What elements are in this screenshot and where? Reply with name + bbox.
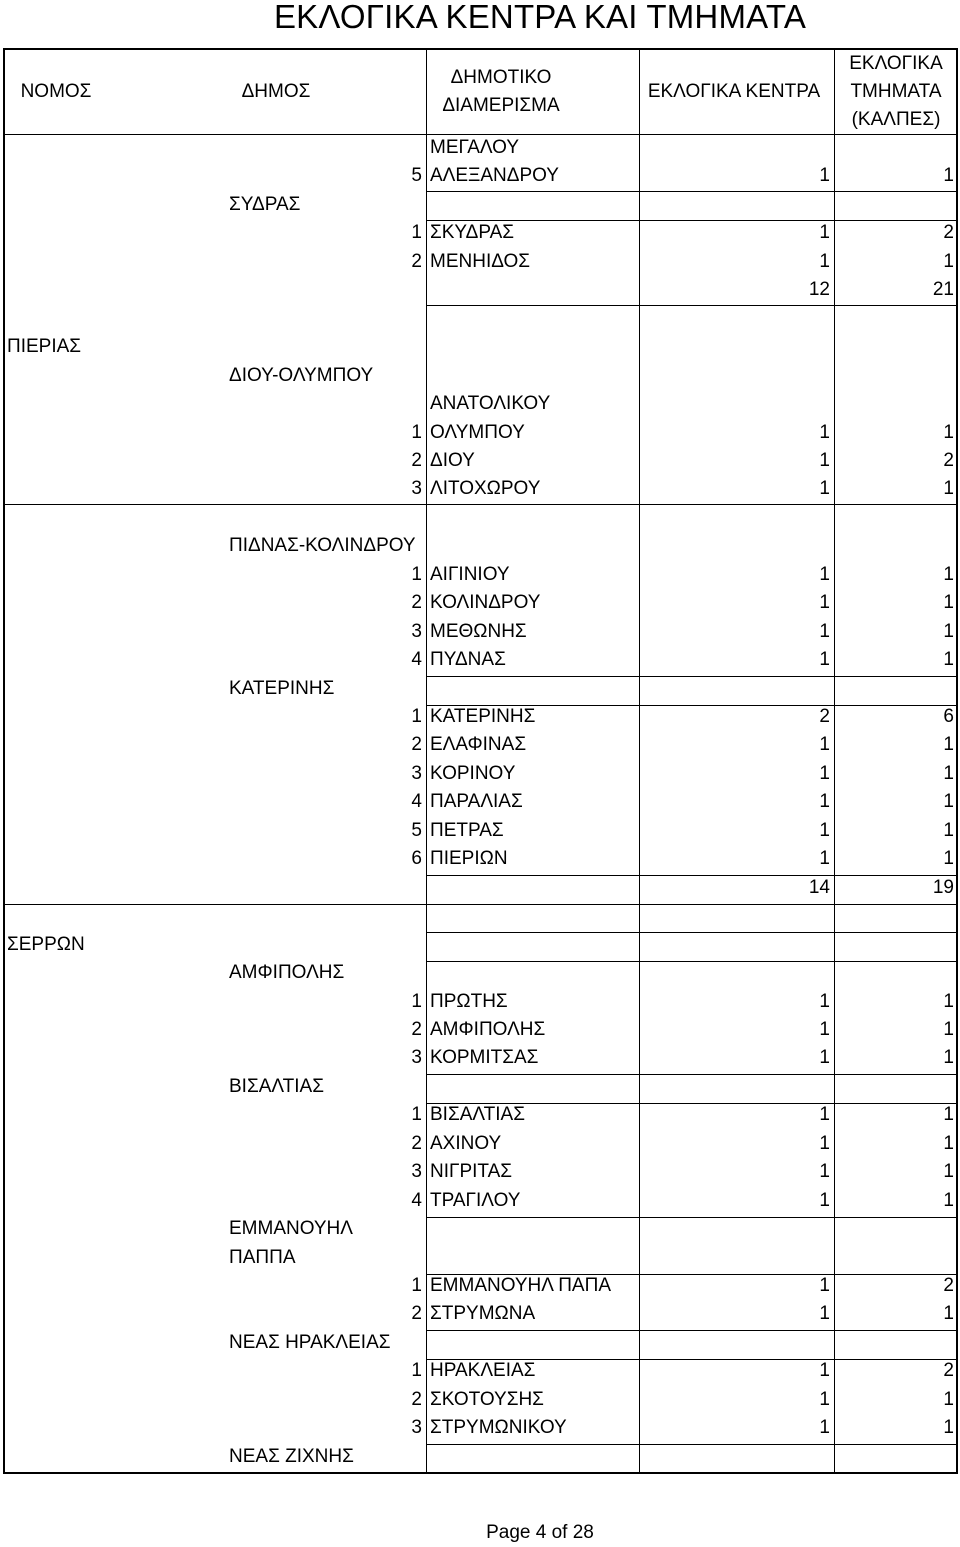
cell-number: 6: [411, 848, 422, 870]
cell-nomos: ΠΙΕΡΙΑΣ: [7, 336, 82, 358]
cell-diamerisma: ΠΑΡΑΛΙΑΣ: [430, 791, 523, 813]
cell-number: 1: [411, 1360, 422, 1382]
cell-kentra: 1: [819, 1018, 830, 1040]
cell-diamerisma: ΣΤΡΥΜΩΝΑ: [430, 1303, 536, 1325]
cell-number: 5: [411, 165, 422, 187]
cell-tmimata: 1: [943, 1132, 954, 1154]
cell-kentra: 1: [819, 1132, 830, 1154]
row-divider: [426, 1274, 958, 1275]
cell-dimos: ΑΜΦΙΠΟΛΗΣ: [229, 962, 345, 984]
cell-kentra: 1: [819, 563, 830, 585]
cell-number: 2: [411, 1388, 422, 1410]
row-divider: [426, 1103, 958, 1104]
cell-number: 3: [411, 762, 422, 784]
cell-diamerisma: ΔΙΟΥ: [430, 449, 475, 471]
cell-tmimata: 2: [943, 1275, 954, 1296]
cell-tmimata: 21: [932, 279, 954, 301]
cell-tmimata: 1: [943, 990, 954, 1012]
cell-diamerisma: ΜΕΓΑΛΟΥ: [430, 137, 520, 158]
cell-kentra: 1: [819, 620, 830, 642]
cell-number: 2: [411, 734, 422, 756]
cell-tmimata: 1: [943, 250, 954, 272]
row-divider: [426, 191, 958, 192]
cell-number: 1: [411, 222, 422, 244]
cell-diamerisma: ΤΡΑΓΙΛΟΥ: [430, 1189, 521, 1211]
cell-diamerisma: ΚΟΛΙΝΔΡΟΥ: [430, 592, 541, 614]
cell-tmimata: 1: [943, 762, 954, 784]
cell-kentra: 1: [819, 592, 830, 614]
cell-dimos: ΣΥΔΡΑΣ: [229, 193, 301, 215]
cell-number: 3: [411, 1047, 422, 1069]
cell-diamerisma: ΠΥΔΝΑΣ: [430, 649, 506, 671]
cell-kentra: 1: [819, 762, 830, 784]
cell-tmimata: 2: [943, 222, 954, 244]
cell-number: 1: [411, 706, 422, 727]
cell-number: 2: [411, 1132, 422, 1154]
cell-diamerisma: ΚΟΡΙΝΟΥ: [430, 762, 516, 784]
cell-tmimata: 1: [943, 592, 954, 614]
cell-kentra: 1: [819, 649, 830, 671]
cell-kentra: 1: [819, 1275, 830, 1296]
cell-kentra: 2: [819, 706, 830, 727]
cell-tmimata: 2: [943, 1360, 954, 1382]
row-divider: [426, 961, 958, 962]
cell-kentra: 1: [819, 734, 830, 756]
cell-kentra: 1: [819, 250, 830, 272]
cell-kentra: 1: [819, 1388, 830, 1410]
cell-number: 3: [411, 478, 422, 500]
cell-diamerisma: ΑΧΙΝΟΥ: [430, 1132, 502, 1154]
cell-dimos: ΕΜΜΑΝΟΥΗΛ: [229, 1218, 353, 1240]
cell-kentra: 14: [808, 876, 830, 898]
cell-diamerisma: ΑΝΑΤΟΛΙΚΟΥ: [430, 393, 551, 415]
cell-kentra: 1: [819, 791, 830, 813]
page-title: ΕΚΛΟΓΙΚΑ ΚΕΝΤΡΑ ΚΑΙ ΤΜΗΜΑΤΑ: [273, 0, 807, 35]
cell-diamerisma: ΑΙΓΙΝΙΟΥ: [430, 563, 510, 585]
row-divider: [426, 1444, 958, 1445]
cell-diamerisma: ΑΜΦΙΠΟΛΗΣ: [430, 1018, 546, 1040]
cell-diamerisma: ΒΙΣΑΛΤΙΑΣ: [430, 1104, 525, 1126]
cell-diamerisma: ΠΕΤΡΑΣ: [430, 819, 504, 841]
cell-number: 2: [411, 592, 422, 614]
cell-kentra: 1: [819, 1047, 830, 1069]
cell-dimos: ΔΙΟΥ-ΟΛΥΜΠΟΥ: [229, 364, 374, 386]
header-tmimata: ΤΜΗΜΑΤΑ: [850, 81, 942, 102]
cell-tmimata: 1: [943, 819, 954, 841]
cell-tmimata: 1: [943, 1047, 954, 1069]
cell-kentra: 1: [819, 1104, 830, 1126]
cell-diamerisma: ΚΟΡΜΙΤΣΑΣ: [430, 1047, 539, 1069]
cell-kentra: 1: [819, 1161, 830, 1183]
cell-number: 3: [411, 1161, 422, 1183]
cell-number: 2: [411, 1018, 422, 1040]
cell-diamerisma: ΠΙΕΡΙΩΝ: [430, 848, 508, 870]
cell-tmimata: 1: [943, 791, 954, 813]
cell-nomos: ΣΕΡΡΩΝ: [7, 933, 85, 955]
cell-number: 1: [411, 421, 422, 443]
row-divider: [426, 220, 958, 221]
cell-tmimata: 1: [943, 563, 954, 585]
cell-kentra: 1: [819, 1189, 830, 1211]
cell-number: 4: [411, 791, 422, 813]
row-divider: [426, 1330, 958, 1331]
cell-tmimata: 1: [943, 620, 954, 642]
cell-number: 2: [411, 250, 422, 272]
cell-dimos: ΝΕΑΣ ΖΙΧΝΗΣ: [229, 1445, 354, 1467]
cell-tmimata: 1: [943, 1018, 954, 1040]
cell-diamerisma: ΜΕΘΩΝΗΣ: [430, 620, 527, 642]
cell-diamerisma: ΗΡΑΚΛΕΙΑΣ: [430, 1360, 536, 1382]
cell-number: 1: [411, 990, 422, 1012]
election-table: [3, 48, 958, 1474]
cell-tmimata: 1: [943, 478, 954, 500]
header-tmimata: (ΚΑΛΠΕΣ): [851, 109, 941, 130]
cell-tmimata: 1: [943, 1417, 954, 1439]
cell-tmimata: 1: [943, 1161, 954, 1183]
cell-tmimata: 19: [932, 876, 954, 898]
cell-diamerisma: ΕΛΑΦΙΝΑΣ: [430, 734, 527, 756]
cell-kentra: 1: [819, 990, 830, 1012]
cell-kentra: 1: [819, 819, 830, 841]
column-divider: [426, 50, 427, 1472]
cell-kentra: 1: [819, 1360, 830, 1382]
cell-diamerisma: ΠΡΩΤΗΣ: [430, 990, 508, 1012]
cell-diamerisma: ΣΚΥΔΡΑΣ: [430, 222, 515, 244]
cell-diamerisma: ΜΕΝΗΙΔΟΣ: [430, 250, 531, 272]
header-diamerisma: ΔΗΜΟΤΙΚΟ: [450, 67, 552, 88]
cell-tmimata: 1: [943, 165, 954, 187]
cell-number: 2: [411, 449, 422, 471]
cell-number: 3: [411, 1417, 422, 1439]
row-divider: [426, 875, 958, 876]
cell-kentra: 1: [819, 165, 830, 187]
cell-diamerisma: ΝΙΓΡΙΤΑΣ: [430, 1161, 513, 1183]
cell-number: 5: [411, 819, 422, 841]
cell-number: 3: [411, 620, 422, 642]
cell-tmimata: 1: [943, 421, 954, 443]
cell-kentra: 1: [819, 848, 830, 870]
row-divider: [426, 1217, 958, 1218]
cell-tmimata: 1: [943, 1189, 954, 1211]
cell-diamerisma: ΟΛΥΜΠΟΥ: [430, 421, 525, 443]
cell-kentra: 1: [819, 421, 830, 443]
cell-kentra: 1: [819, 478, 830, 500]
cell-number: 1: [411, 563, 422, 585]
header-tmimata: ΕΚΛΟΓΙΚΑ: [849, 53, 943, 74]
column-divider: [639, 50, 640, 1472]
cell-diamerisma: ΑΛΕΞΑΝΔΡΟΥ: [430, 165, 559, 187]
cell-diamerisma: ΚΑΤΕΡΙΝΗΣ: [430, 706, 536, 727]
cell-dimos: ΒΙΣΑΛΤΙΑΣ: [229, 1075, 324, 1097]
cell-dimos: ΝΕΑΣ ΗΡΑΚΛΕΙΑΣ: [229, 1331, 391, 1353]
header-diamerisma: ΔΙΑΜΕΡΙΣΜΑ: [442, 95, 560, 116]
column-divider: [834, 50, 835, 1472]
cell-kentra: 1: [819, 1303, 830, 1325]
cell-diamerisma: ΣΚΟΤΟΥΣΗΣ: [430, 1388, 544, 1410]
row-divider: [426, 1074, 958, 1075]
cell-number: 2: [411, 1303, 422, 1325]
header-nomos: ΝΟΜΟΣ: [20, 81, 92, 102]
cell-kentra: 12: [808, 279, 830, 301]
row-divider: [426, 705, 958, 706]
header-kentra: ΕΚΛΟΓΙΚΑ ΚΕΝΤΡΑ: [647, 81, 821, 102]
cell-number: 1: [411, 1275, 422, 1296]
cell-tmimata: 2: [943, 449, 954, 471]
cell-tmimata: 1: [943, 1303, 954, 1325]
cell-dimos: ΚΑΤΕΡΙΝΗΣ: [229, 677, 335, 699]
cell-number: 4: [411, 1189, 422, 1211]
row-divider: [3, 904, 958, 905]
cell-tmimata: 6: [943, 706, 954, 727]
cell-diamerisma: ΕΜΜΑΝΟΥΗΛ ΠΑΠΑ: [430, 1275, 611, 1296]
cell-dimos: ΠΙΔΝΑΣ-ΚΟΛΙΝΔΡΟΥ: [229, 535, 416, 557]
cell-number: 1: [411, 1104, 422, 1126]
page-number: Page 4 of 28: [486, 1522, 594, 1543]
row-divider: [426, 305, 958, 306]
cell-tmimata: 1: [943, 1104, 954, 1126]
cell-kentra: 1: [819, 222, 830, 244]
cell-diamerisma: ΣΤΡΥΜΩΝΙΚΟΥ: [430, 1417, 567, 1439]
row-divider: [426, 1359, 958, 1360]
row-divider: [426, 676, 958, 677]
cell-tmimata: 1: [943, 649, 954, 671]
row-divider: [426, 932, 958, 933]
row-divider: [3, 504, 958, 505]
cell-diamerisma: ΛΙΤΟΧΩΡΟΥ: [430, 478, 541, 500]
cell-tmimata: 1: [943, 734, 954, 756]
cell-tmimata: 1: [943, 1388, 954, 1410]
cell-dimos: ΠΑΠΠΑ: [229, 1246, 296, 1268]
cell-kentra: 1: [819, 1417, 830, 1439]
cell-tmimata: 1: [943, 848, 954, 870]
cell-number: 4: [411, 649, 422, 671]
cell-kentra: 1: [819, 449, 830, 471]
header-dimos: ΔΗΜΟΣ: [241, 81, 311, 102]
